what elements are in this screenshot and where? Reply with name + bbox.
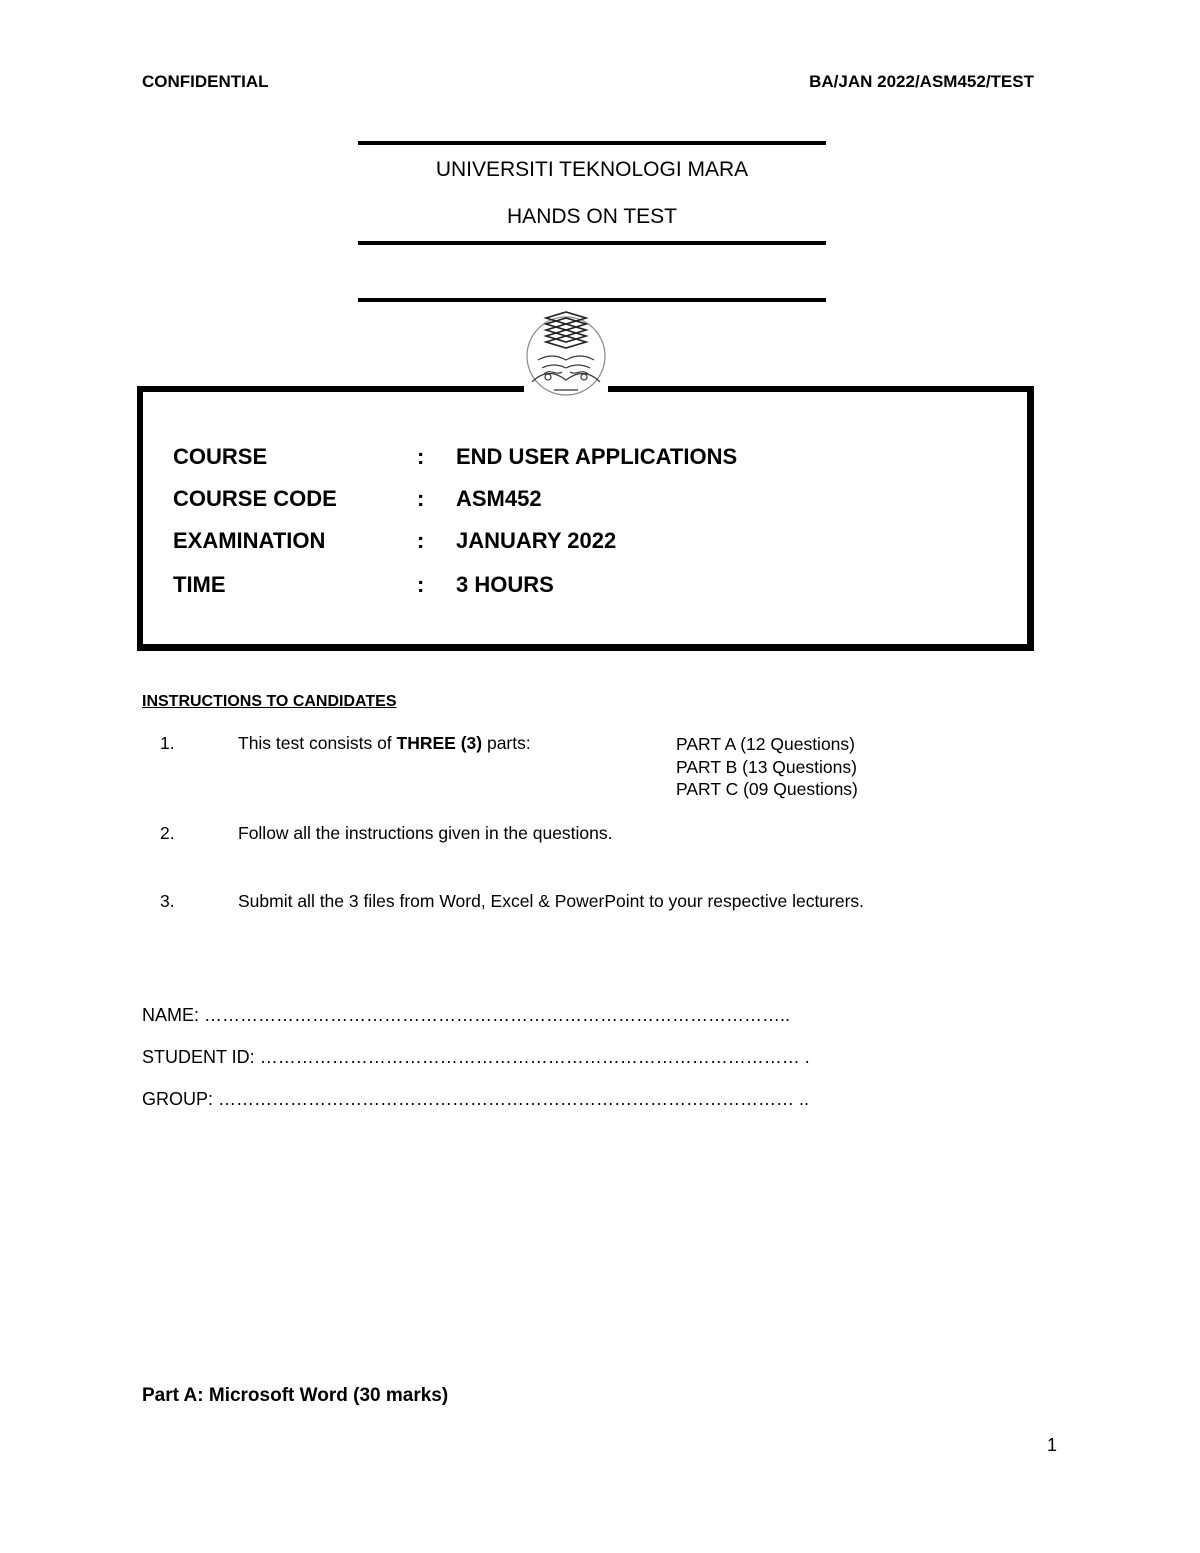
time-value: 3 HOURS	[456, 572, 554, 597]
title-rule-top	[358, 141, 826, 145]
time-label: TIME	[173, 572, 226, 597]
title-rule-middle	[358, 241, 826, 245]
university-name: UNIVERSITI TEKNOLOGI MARA	[435, 158, 749, 181]
title-rule-bottom	[358, 298, 826, 302]
part-b-count: PART B (13 Questions)	[676, 756, 857, 777]
course-separator: :	[417, 444, 425, 469]
name-dots: ……………………………………………………………………………………..	[199, 1005, 791, 1025]
group-field[interactable]	[142, 1089, 809, 1110]
parts-list	[676, 733, 858, 801]
course-value: END USER APPLICATIONS	[456, 444, 738, 469]
student-id-field[interactable]	[142, 1047, 810, 1068]
student-id-dots: ……………………………………………………………………………… .	[254, 1047, 810, 1067]
group-dots: …………………………………………………………………………………… ..	[213, 1089, 810, 1109]
header-confidential: CONFIDENTIAL	[142, 72, 269, 91]
instruction-1-text-start: This test consists of	[238, 733, 397, 753]
instruction-3-number: 3.	[160, 891, 175, 911]
student-id-label: STUDENT ID:	[142, 1047, 255, 1067]
page-number: 1	[1046, 1435, 1057, 1455]
time-separator: :	[417, 572, 425, 597]
course-code-value: ASM452	[456, 486, 542, 511]
instructions-title: INSTRUCTIONS TO CANDIDATES	[142, 693, 397, 710]
course-code-label: COURSE CODE	[173, 486, 337, 511]
instruction-2-number: 2.	[160, 823, 175, 843]
examination-label: EXAMINATION	[173, 528, 326, 553]
course-code-separator: :	[417, 486, 425, 511]
instruction-1-number: 1.	[160, 733, 175, 753]
instruction-1-text	[238, 733, 531, 754]
header-reference-code: BA/JAN 2022/ASM452/TEST	[809, 72, 1034, 91]
name-label: NAME:	[142, 1005, 200, 1025]
course-info-box	[137, 386, 1034, 651]
uitm-crest-icon	[524, 304, 608, 402]
course-label: COURSE	[173, 444, 268, 469]
instruction-1-text-end: parts:	[482, 733, 531, 753]
test-name: HANDS ON TEST	[507, 205, 677, 228]
examination-separator: :	[417, 528, 425, 553]
instruction-2-text: Follow all the instructions given in the questions.	[238, 823, 613, 843]
part-a-heading: Part A: Microsoft Word (30 marks)	[142, 1385, 449, 1406]
instruction-1-bold-count: THREE (3)	[396, 733, 483, 753]
group-label: GROUP:	[142, 1089, 214, 1109]
part-a-count: PART A (12 Questions)	[676, 734, 855, 754]
name-field[interactable]	[142, 1005, 790, 1026]
examination-value: JANUARY 2022	[456, 528, 617, 553]
part-c-count: PART C (09 Questions)	[676, 779, 858, 799]
instruction-3-text: Submit all the 3 files from Word, Excel & PowerPoint to your respective lecturers.	[238, 891, 865, 911]
